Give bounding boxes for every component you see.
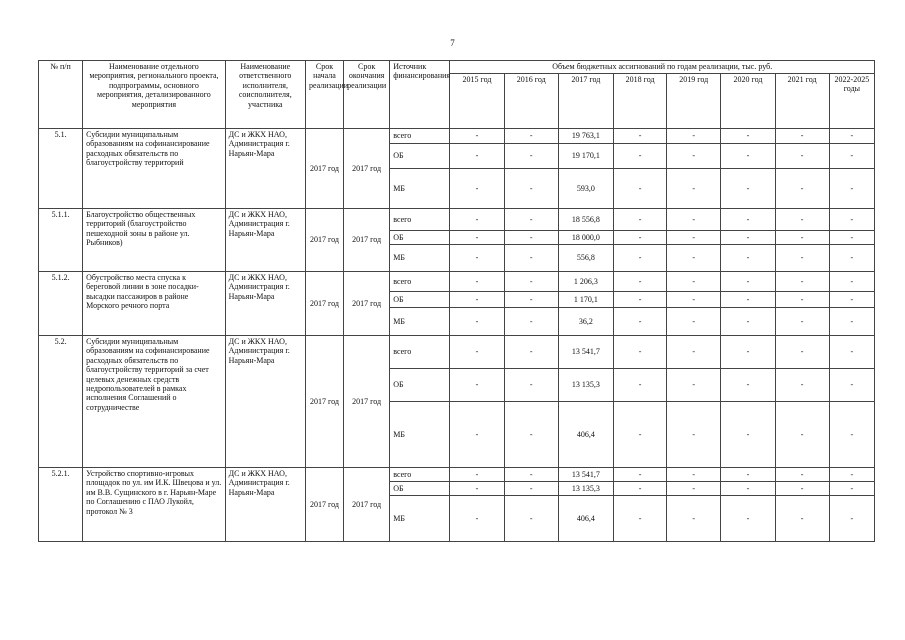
budget-value: - bbox=[667, 402, 721, 468]
budget-value: - bbox=[829, 369, 874, 402]
budget-value: - bbox=[504, 369, 558, 402]
budget-value: - bbox=[450, 231, 504, 245]
header-year: 2019 год bbox=[667, 74, 721, 129]
budget-value: - bbox=[667, 231, 721, 245]
budget-value: - bbox=[775, 272, 829, 292]
budget-value: - bbox=[667, 482, 721, 496]
end-period: 2017 год bbox=[344, 272, 390, 336]
budget-value: - bbox=[721, 231, 775, 245]
budget-value: - bbox=[667, 245, 721, 272]
budget-value: - bbox=[829, 231, 874, 245]
funding-source: МБ bbox=[390, 169, 450, 209]
budget-value: - bbox=[721, 369, 775, 402]
table-row bbox=[39, 272, 875, 292]
budget-value: - bbox=[775, 129, 829, 144]
header-year: 2017 год bbox=[558, 74, 613, 129]
budget-value: - bbox=[667, 209, 721, 231]
row-number: 5.2. bbox=[39, 336, 83, 468]
page-number: 7 bbox=[450, 38, 455, 48]
budget-value: - bbox=[613, 231, 666, 245]
funding-source: всего bbox=[390, 336, 450, 369]
budget-value: - bbox=[613, 144, 666, 169]
budget-value: - bbox=[504, 209, 558, 231]
budget-value: 1 206,3 bbox=[558, 272, 613, 292]
budget-value: - bbox=[504, 272, 558, 292]
budget-value: 19 763,1 bbox=[558, 129, 613, 144]
budget-value: - bbox=[667, 369, 721, 402]
activity-name: Субсидии муниципальным образованиям на софинансирование расходных обязательств по благоустройству территорий за счет целевых денежных средств недропользователей в рамках исполнения Соглашений о сотрудничестве bbox=[83, 336, 226, 468]
budget-value: - bbox=[775, 308, 829, 336]
budget-value: - bbox=[450, 369, 504, 402]
budget-value: - bbox=[504, 144, 558, 169]
header-year: 2021 год bbox=[775, 74, 829, 129]
budget-value: - bbox=[667, 496, 721, 542]
budget-value: - bbox=[450, 272, 504, 292]
budget-value: - bbox=[667, 308, 721, 336]
header-num: № п/п bbox=[39, 61, 83, 129]
funding-source: всего bbox=[390, 129, 450, 144]
budget-value: - bbox=[775, 169, 829, 209]
budget-value: - bbox=[450, 308, 504, 336]
budget-value: 13 541,7 bbox=[558, 336, 613, 369]
budget-value: - bbox=[613, 272, 666, 292]
budget-value: - bbox=[829, 496, 874, 542]
budget-value: - bbox=[613, 129, 666, 144]
budget-value: - bbox=[450, 468, 504, 482]
executor: ДС и ЖКХ НАО, Администрация г. Нарьян-Мара bbox=[225, 209, 305, 272]
end-period: 2017 год bbox=[344, 129, 390, 209]
header-year: 2016 год bbox=[504, 74, 558, 129]
budget-value: - bbox=[613, 336, 666, 369]
executor: ДС и ЖКХ НАО, Администрация г. Нарьян-Мара bbox=[225, 468, 305, 542]
start-period: 2017 год bbox=[305, 209, 343, 272]
start-period: 2017 год bbox=[305, 336, 343, 468]
budget-value: - bbox=[721, 292, 775, 308]
header-year: 2018 год bbox=[613, 74, 666, 129]
funding-source: МБ bbox=[390, 245, 450, 272]
budget-value: 1 170,1 bbox=[558, 292, 613, 308]
budget-value: - bbox=[721, 144, 775, 169]
budget-value: - bbox=[775, 369, 829, 402]
budget-value: - bbox=[829, 209, 874, 231]
budget-value: - bbox=[775, 468, 829, 482]
header-executor: Наименование ответственного исполнителя, соисполнителя, участника bbox=[225, 61, 305, 129]
budget-value: - bbox=[667, 129, 721, 144]
funding-source: ОБ bbox=[390, 231, 450, 245]
funding-source: ОБ bbox=[390, 292, 450, 308]
budget-value: - bbox=[613, 468, 666, 482]
budget-value: - bbox=[829, 129, 874, 144]
table-row bbox=[39, 468, 875, 482]
budget-value: - bbox=[721, 129, 775, 144]
executor: ДС и ЖКХ НАО, Администрация г. Нарьян-Мара bbox=[225, 129, 305, 209]
activity-name: Субсидии муниципальным образованиям на софинансирование расходных обязательств по благоустройству территорий bbox=[83, 129, 226, 209]
funding-source: всего bbox=[390, 272, 450, 292]
budget-value: - bbox=[450, 209, 504, 231]
budget-value: - bbox=[450, 144, 504, 169]
budget-value: - bbox=[613, 308, 666, 336]
funding-source: МБ bbox=[390, 308, 450, 336]
funding-source: МБ bbox=[390, 402, 450, 468]
budget-value: - bbox=[721, 308, 775, 336]
budget-value: - bbox=[504, 482, 558, 496]
start-period: 2017 год bbox=[305, 272, 343, 336]
start-period: 2017 год bbox=[305, 129, 343, 209]
funding-source: ОБ bbox=[390, 369, 450, 402]
budget-value: - bbox=[667, 468, 721, 482]
budget-value: 19 170,1 bbox=[558, 144, 613, 169]
budget-value: - bbox=[613, 169, 666, 209]
budget-value: 406,4 bbox=[558, 496, 613, 542]
budget-value: - bbox=[829, 272, 874, 292]
budget-value: - bbox=[450, 129, 504, 144]
budget-value: - bbox=[775, 209, 829, 231]
budget-value: - bbox=[721, 336, 775, 369]
budget-value: - bbox=[504, 468, 558, 482]
budget-value: - bbox=[504, 292, 558, 308]
header-start: Срок начала реализации bbox=[305, 61, 343, 129]
end-period: 2017 год bbox=[344, 336, 390, 468]
header-year: 2015 год bbox=[450, 74, 504, 129]
budget-value: - bbox=[775, 402, 829, 468]
budget-value: - bbox=[504, 245, 558, 272]
budget-value: - bbox=[667, 336, 721, 369]
budget-value: - bbox=[450, 169, 504, 209]
budget-table bbox=[38, 60, 875, 542]
budget-value: - bbox=[504, 169, 558, 209]
row-number: 5.2.1. bbox=[39, 468, 83, 542]
header-year: 2020 год bbox=[721, 74, 775, 129]
budget-value: - bbox=[613, 369, 666, 402]
budget-value: - bbox=[829, 402, 874, 468]
header-name: Наименование отдельного мероприятия, регионального проекта, подпрограммы, основного мероприятия, детализированного мероприятия bbox=[83, 61, 226, 129]
budget-value: - bbox=[775, 292, 829, 308]
budget-value: - bbox=[613, 209, 666, 231]
budget-value: 18 000,0 bbox=[558, 231, 613, 245]
budget-value: - bbox=[775, 231, 829, 245]
funding-source: всего bbox=[390, 209, 450, 231]
funding-source: всего bbox=[390, 468, 450, 482]
budget-value: 556,8 bbox=[558, 245, 613, 272]
executor: ДС и ЖКХ НАО, Администрация г. Нарьян-Мара bbox=[225, 336, 305, 468]
budget-value: - bbox=[829, 336, 874, 369]
end-period: 2017 год bbox=[344, 468, 390, 542]
budget-value: - bbox=[613, 402, 666, 468]
header-source: Источник финансирования bbox=[390, 61, 450, 129]
end-period: 2017 год bbox=[344, 209, 390, 272]
header-budget: Объем бюджетных ассигнований по годам реализации, тыс. руб. bbox=[450, 61, 875, 74]
budget-value: - bbox=[721, 209, 775, 231]
budget-value: - bbox=[721, 169, 775, 209]
budget-value: - bbox=[504, 231, 558, 245]
budget-value: 406,4 bbox=[558, 402, 613, 468]
row-number: 5.1.2. bbox=[39, 272, 83, 336]
budget-value: 593,0 bbox=[558, 169, 613, 209]
row-number: 5.1. bbox=[39, 129, 83, 209]
activity-name: Устройство спортивно-игровых площадок по ул. им И.К. Швецова и ул. им В.В. Сущинского в г. Нарьян-Маре по Соглашению с ПАО Лукойл, протокол № 3 bbox=[83, 468, 226, 542]
budget-value: 13 135,3 bbox=[558, 369, 613, 402]
budget-value: 13 541,7 bbox=[558, 468, 613, 482]
budget-value: - bbox=[721, 496, 775, 542]
budget-value: - bbox=[667, 144, 721, 169]
budget-value: - bbox=[450, 245, 504, 272]
budget-value: - bbox=[504, 402, 558, 468]
budget-value: - bbox=[450, 482, 504, 496]
budget-value: - bbox=[613, 482, 666, 496]
budget-value: - bbox=[613, 245, 666, 272]
budget-value: - bbox=[721, 245, 775, 272]
budget-value: - bbox=[829, 308, 874, 336]
budget-value: - bbox=[504, 336, 558, 369]
row-number: 5.1.1. bbox=[39, 209, 83, 272]
budget-value: - bbox=[504, 129, 558, 144]
table-row bbox=[39, 336, 875, 369]
budget-value: - bbox=[667, 292, 721, 308]
start-period: 2017 год bbox=[305, 468, 343, 542]
budget-value: 36,2 bbox=[558, 308, 613, 336]
budget-value: - bbox=[504, 308, 558, 336]
budget-value: - bbox=[721, 482, 775, 496]
budget-value: - bbox=[829, 468, 874, 482]
activity-name: Обустройство места спуска к береговой линии в зоне посадки-высадки пассажиров в районе Морского речного порта bbox=[83, 272, 226, 336]
header-end: Срок окончания реализации bbox=[344, 61, 390, 129]
budget-value: - bbox=[775, 144, 829, 169]
budget-value: - bbox=[450, 402, 504, 468]
budget-value: - bbox=[613, 292, 666, 308]
budget-value: - bbox=[775, 496, 829, 542]
budget-value: - bbox=[721, 272, 775, 292]
funding-source: МБ bbox=[390, 496, 450, 542]
budget-value: - bbox=[775, 482, 829, 496]
budget-value: - bbox=[775, 245, 829, 272]
activity-name: Благоустройство общественных территорий (благоустройство пешеходной зоны в районе ул. Рыбников) bbox=[83, 209, 226, 272]
budget-value: - bbox=[613, 496, 666, 542]
budget-value: - bbox=[829, 292, 874, 308]
budget-value: - bbox=[829, 482, 874, 496]
budget-value: - bbox=[667, 272, 721, 292]
budget-value: - bbox=[450, 292, 504, 308]
table-row bbox=[39, 129, 875, 144]
budget-value: - bbox=[504, 496, 558, 542]
budget-value: - bbox=[829, 144, 874, 169]
budget-value: - bbox=[829, 169, 874, 209]
table-row bbox=[39, 209, 875, 231]
budget-value: - bbox=[450, 336, 504, 369]
budget-value: - bbox=[667, 169, 721, 209]
funding-source: ОБ bbox=[390, 482, 450, 496]
budget-value: - bbox=[721, 468, 775, 482]
funding-source: ОБ bbox=[390, 144, 450, 169]
budget-value: - bbox=[450, 496, 504, 542]
header-year: 2022-2025 годы bbox=[829, 74, 874, 129]
budget-value: - bbox=[721, 402, 775, 468]
budget-value: 13 135,3 bbox=[558, 482, 613, 496]
executor: ДС и ЖКХ НАО, Администрация г. Нарьян-Мара bbox=[225, 272, 305, 336]
budget-value: 18 556,8 bbox=[558, 209, 613, 231]
budget-value: - bbox=[829, 245, 874, 272]
budget-value: - bbox=[775, 336, 829, 369]
